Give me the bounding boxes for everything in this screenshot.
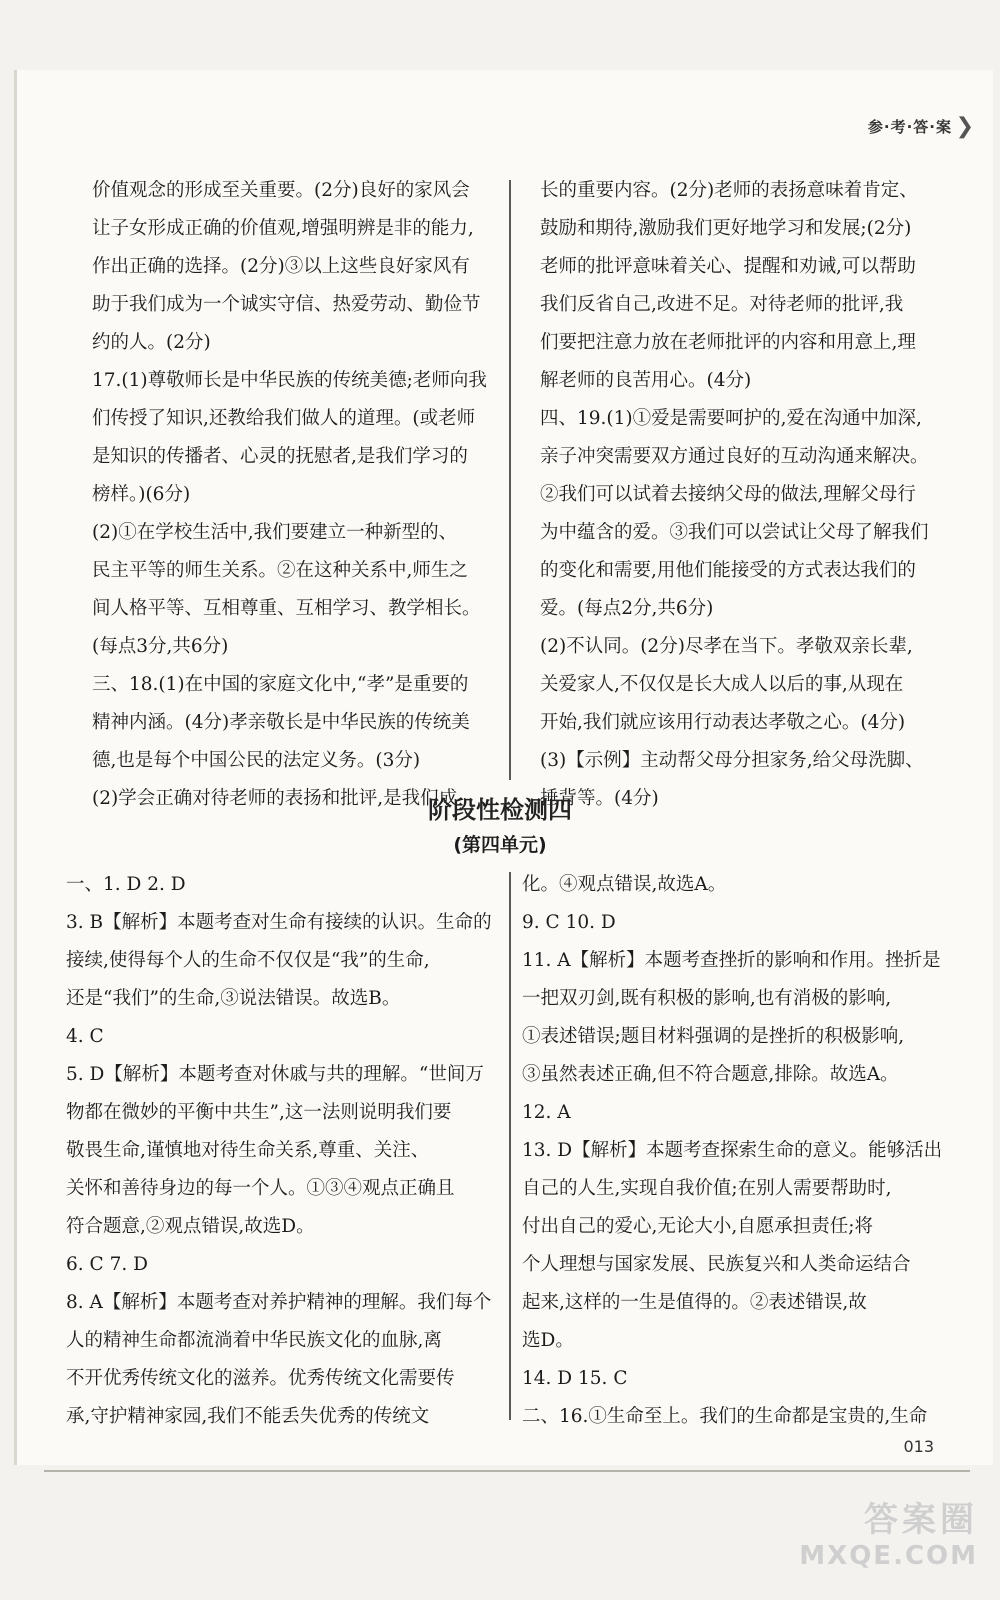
text-line: 德,也是每个中国公民的法定义务。(3分) <box>92 750 421 771</box>
text-line: ②我们可以试着去接纳父母的做法,理解父母行 <box>540 484 916 505</box>
text-line: 化。④观点错误,故选A。 <box>522 874 727 895</box>
text-line: 8. A【解析】本题考查对养护精神的理解。我们每个 <box>66 1292 492 1313</box>
text-line: 17.(1)尊敬师长是中华民族的传统美德;老师向我 <box>92 370 487 391</box>
text-line: 关爱家人,不仅仅是长大成人以后的事,从现在 <box>540 674 904 695</box>
text-line: 解老师的良苦用心。(4分) <box>540 370 752 391</box>
text-line: (2)不认同。(2分)尽孝在当下。孝敬双亲长辈, <box>540 636 913 657</box>
text-line: (2)①在学校生活中,我们要建立一种新型的、 <box>92 522 458 543</box>
section-subtitle: (第四单元) <box>453 834 547 856</box>
watermark <box>799 1492 978 1571</box>
text-line: 物都在微妙的平衡中共生”,这一法则说明我们要 <box>66 1102 452 1123</box>
text-line: 符合题意,②观点错误,故选D。 <box>66 1216 315 1237</box>
text-line: 三、18.(1)在中国的家庭文化中,“孝”是重要的 <box>92 674 469 695</box>
text-line: 一、1. D 2. D <box>66 874 186 895</box>
text-line: 个人理想与国家发展、民族复兴和人类命运结合 <box>522 1254 911 1275</box>
page-number: 013 <box>903 1437 934 1456</box>
text-line: 12. A <box>522 1102 571 1123</box>
text-line: 们传授了知识,还教给我们做人的道理。(或老师 <box>92 408 476 429</box>
text-line: 为中蕴含的爱。③我们可以尝试让父母了解我们 <box>540 522 929 543</box>
bottom-rule <box>44 1470 970 1472</box>
text-line: 自己的人生,实现自我价值;在别人需要帮助时, <box>522 1178 892 1199</box>
text-line: 长的重要内容。(2分)老师的表扬意味着肯定、 <box>540 180 918 201</box>
text-line: 3. B【解析】本题考查对生命有接续的认识。生命的 <box>66 912 492 933</box>
chevron-right-icon: ❯ <box>955 114 974 139</box>
text-line: 价值观念的形成至关重要。(2分)良好的家风会 <box>92 180 470 201</box>
text-line: 6. C 7. D <box>66 1254 148 1275</box>
text-line: 4. C <box>66 1026 104 1047</box>
section-header-tag: 参·考·答·案 <box>867 118 952 136</box>
text-line: 民主平等的师生关系。②在这种关系中,师生之 <box>92 560 468 581</box>
text-line: 承,守护精神家园,我们不能丢失优秀的传统文 <box>66 1406 430 1427</box>
text-line: (3)【示例】主动帮父母分担家务,给父母洗脚、 <box>540 750 924 771</box>
text-line: 榜样。)(6分) <box>92 484 191 505</box>
watermark-url: MXQE.COM <box>799 1541 978 1571</box>
text-line: (2)学会正确对待老师的表扬和批评,是我们成 <box>92 788 458 809</box>
top-right-column <box>540 172 970 818</box>
text-line: 爱。(每点2分,共6分) <box>540 598 714 619</box>
text-line: 13. D【解析】本题考查探索生命的意义。能够活出 <box>522 1140 943 1161</box>
text-line: 亲子冲突需要双方通过良好的互动沟通来解决。 <box>540 446 929 467</box>
column-divider-bottom <box>509 872 511 1420</box>
text-line: 9. C 10. D <box>522 912 616 933</box>
text-line: 敬畏生命,谨慎地对待生命关系,尊重、关注、 <box>66 1140 430 1161</box>
text-line: 接续,使得每个人的生命不仅仅是“我”的生命, <box>66 950 430 971</box>
top-left-column <box>92 172 522 818</box>
text-line: 们要把注意力放在老师批评的内容和用意上,理 <box>540 332 916 353</box>
text-line: 四、19.(1)①爱是需要呵护的,爱在沟通中加深, <box>540 408 922 429</box>
text-line: 关怀和善待身边的每一个人。①③④观点正确且 <box>66 1178 455 1199</box>
text-line: 一把双刃剑,既有积极的影响,也有消极的影响, <box>522 988 892 1009</box>
text-line: 11. A【解析】本题考查挫折的影响和作用。挫折是 <box>522 950 941 971</box>
text-line: 付出自己的爱心,无论大小,自愿承担责任;将 <box>522 1216 873 1237</box>
text-line: 间人格平等、互相尊重、互相学习、教学相长。 <box>92 598 481 619</box>
text-line: 二、16.①生命至上。我们的生命都是宝贵的,生命 <box>522 1406 928 1427</box>
text-line: ③虽然表述正确,但不符合题意,排除。故选A。 <box>522 1064 899 1085</box>
text-line: 开始,我们就应该用行动表达孝敬之心。(4分) <box>540 712 906 733</box>
text-line: 精神内涵。(4分)孝亲敬长是中华民族的传统美 <box>92 712 470 733</box>
text-line: (每点3分,共6分) <box>92 636 229 657</box>
text-line: 还是“我们”的生命,③说法错误。故选B。 <box>66 988 401 1009</box>
text-line: 捶背等。(4分) <box>540 788 659 809</box>
watermark-logo: 答案圈 <box>864 1500 978 1540</box>
text-line: 约的人。(2分) <box>92 332 211 353</box>
text-line: 起来,这样的一生是值得的。②表述错误,故 <box>522 1292 867 1313</box>
bottom-left-column <box>66 866 496 1436</box>
text-line: 鼓励和期待,激励我们更好地学习和发展;(2分) <box>540 218 912 239</box>
text-line: 助于我们成为一个诚实守信、热爱劳动、勤俭节 <box>92 294 481 315</box>
text-line: 不开优秀传统文化的滋养。优秀传统文化需要传 <box>66 1368 455 1389</box>
text-line: 5. D【解析】本题考查对休戚与共的理解。“世间万 <box>66 1064 484 1085</box>
text-line: 人的精神生命都流淌着中华民族文化的血脉,离 <box>66 1330 442 1351</box>
text-line: 我们反省自己,改进不足。对待老师的批评,我 <box>540 294 904 315</box>
text-line: 作出正确的选择。(2分)③以上这些良好家风有 <box>92 256 470 277</box>
text-line: 让子女形成正确的价值观,增强明辨是非的能力, <box>92 218 474 239</box>
section-title: 阶段性检测四 <box>428 796 572 824</box>
text-line: 老师的批评意味着关心、提醒和劝诫,可以帮助 <box>540 256 916 277</box>
text-line: 14. D 15. C <box>522 1368 628 1389</box>
text-line: 的变化和需要,用他们能接受的方式表达我们的 <box>540 560 916 581</box>
bottom-right-column <box>522 866 952 1436</box>
text-line: 选D。 <box>522 1330 574 1351</box>
text-line: 是知识的传播者、心灵的抚慰者,是我们学习的 <box>92 446 468 467</box>
column-divider-top <box>509 180 511 780</box>
text-line: ①表述错误;题目材料强调的是挫折的积极影响, <box>522 1026 905 1047</box>
